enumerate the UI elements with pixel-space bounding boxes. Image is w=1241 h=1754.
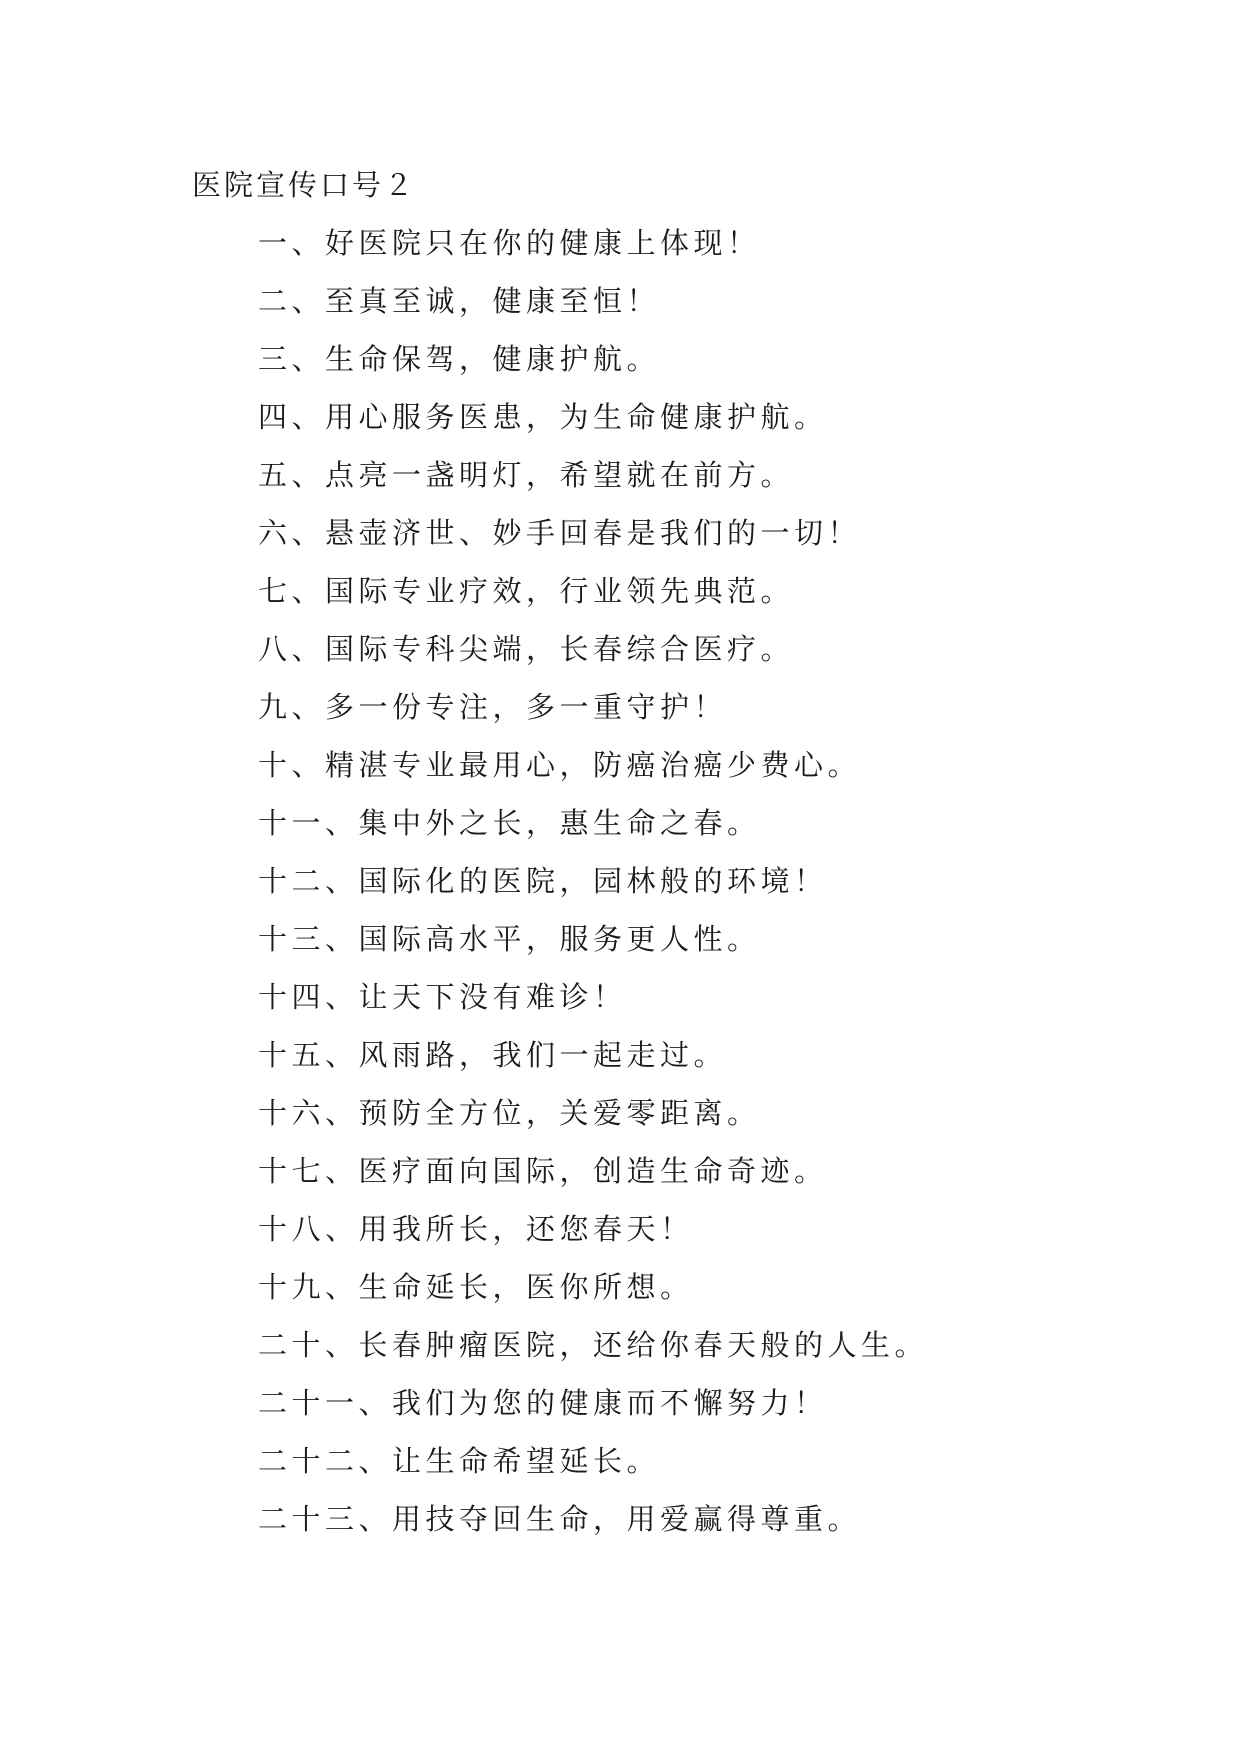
document-title: 医院宣传口号２ <box>192 168 417 202</box>
slogan-item: 六、悬壶济世、妙手回春是我们的一切！ <box>258 516 862 550</box>
slogan-item: 十六、预防全方位，关爱零距离。 <box>258 1096 761 1130</box>
slogan-item: 二十二、让生命希望延长。 <box>258 1444 661 1478</box>
slogan-item: 十八、用我所长，还您春天！ <box>258 1212 694 1246</box>
slogan-item: 二十三、用技夺回生命，用爱赢得尊重。 <box>258 1502 862 1536</box>
slogan-item: 八、国际专科尖端，长春综合医疗。 <box>258 632 795 666</box>
slogan-item: 一、好医院只在你的健康上体现！ <box>258 226 761 260</box>
slogan-item: 十五、风雨路，我们一起走过。 <box>258 1038 728 1072</box>
slogan-list <box>258 222 928 1556</box>
slogan-item: 十、精湛专业最用心，防癌治癌少费心。 <box>258 748 862 782</box>
slogan-item: 十三、国际高水平，服务更人性。 <box>258 922 761 956</box>
slogan-item: 十九、生命延长，医你所想。 <box>258 1270 694 1304</box>
slogan-item: 五、点亮一盏明灯，希望就在前方。 <box>258 458 795 492</box>
slogan-item: 四、用心服务医患，为生命健康护航。 <box>258 400 828 434</box>
slogan-item: 七、国际专业疗效，行业领先典范。 <box>258 574 795 608</box>
slogan-item: 二十、长春肿瘤医院，还给你春天般的人生。 <box>258 1328 929 1362</box>
slogan-item: 三、生命保驾，健康护航。 <box>258 342 661 376</box>
slogan-item: 二、至真至诚，健康至恒！ <box>258 284 661 318</box>
slogan-item: 二十一、我们为您的健康而不懈努力！ <box>258 1386 828 1420</box>
slogan-item: 九、多一份专注，多一重守护！ <box>258 690 728 724</box>
slogan-item: 十一、集中外之长，惠生命之春。 <box>258 806 761 840</box>
slogan-item: 十七、医疗面向国际，创造生命奇迹。 <box>258 1154 828 1188</box>
slogan-item: 十二、国际化的医院，园林般的环境！ <box>258 864 828 898</box>
slogan-item: 十四、让天下没有难诊！ <box>258 980 627 1014</box>
